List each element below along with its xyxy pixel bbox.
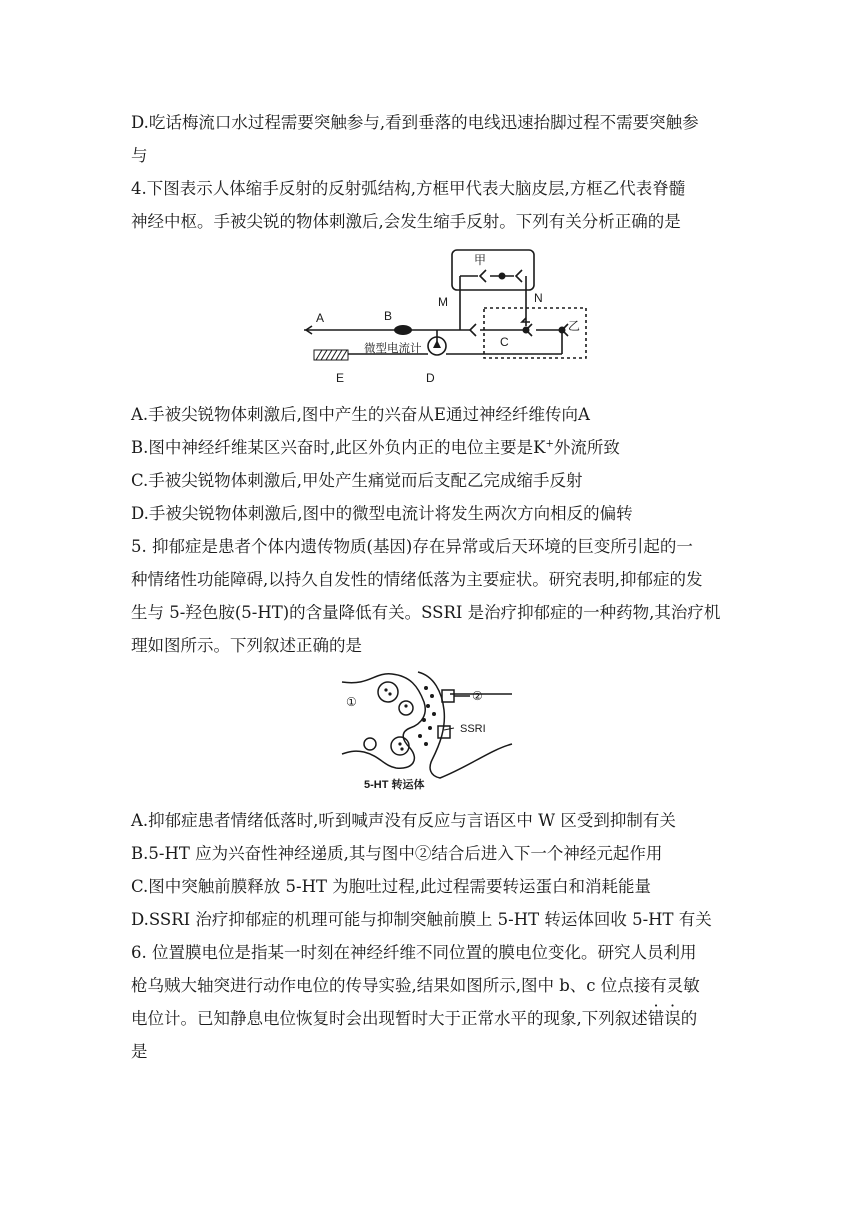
question-6-stem-cont3: 是 [131, 1042, 148, 1061]
question-5-stem-cont1: 种情绪性功能障碍,以持久自发性的情绪低落为主要症状。研究表明,抑郁症的发 [131, 570, 703, 589]
label-jia: 甲 [474, 253, 487, 267]
question-4-stem-cont: 神经中枢。手被尖锐的物体刺激后,会发生缩手反射。下列有关分析正确的是 [131, 212, 681, 231]
question-6-stem-cont2: 电位计。已知静息电位恢复时会出现暂时大于正常水平的现象,下列叙述错误的 [131, 1009, 698, 1028]
label-e: E [336, 371, 345, 385]
label-circle-2: ② [472, 689, 483, 703]
emphasis-char-2: 误 [664, 1009, 681, 1028]
option-d-prev-question-cont: 与 [131, 146, 148, 165]
question-5-stem: 5. 抑郁症是患者个体内遗传物质(基因)存在异常或后天环境的巨变所引起的一 [131, 537, 693, 556]
label-c: C [500, 335, 509, 349]
effector-e [314, 350, 348, 360]
label-b: B [384, 309, 393, 323]
label-m: M [438, 295, 448, 309]
label-ssri: SSRI [460, 723, 486, 735]
question-5-option-d: D.SSRI 治疗抑郁症的机理可能与抑制突触前膜上 5-HT 转运体回收 5-HT 有关 [131, 910, 712, 929]
label-n: N [534, 291, 543, 305]
question-5-option-b: B.5-HT 应为兴奋性神经递质,其与图中②结合后进入下一个神经元起作用 [131, 844, 663, 863]
label-a: A [316, 311, 325, 325]
emphasis-char-1: 错 [647, 1009, 665, 1028]
reflex-arc-figure [300, 246, 600, 388]
synapse-figure [340, 666, 516, 794]
question-4-option-a: A.手被尖锐物体刺激后,图中产生的兴奋从E通过神经纤维传向A [131, 405, 590, 424]
box-yi [484, 308, 586, 358]
label-meter: 微型电流计 [364, 343, 422, 355]
question-4-option-b: B.图中神经纤维某区兴奋时,此区外负内正的电位主要是K+外流所致 [131, 438, 620, 457]
question-5-stem-cont3: 理如图所示。下列叙述正确的是 [131, 636, 362, 655]
label-d: D [426, 371, 435, 385]
question-5-stem-cont2: 生与 5-羟色胺(5-HT)的含量降低有关。SSRI 是治疗抑郁症的一种药物,其治疗机 [131, 603, 721, 622]
question-4-stem: 4.下图表示人体缩手反射的反射弧结构,方框甲代表大脑皮层,方框乙代表脊髓 [131, 179, 686, 198]
question-6-stem-cont1: 枪乌贼大轴突进行动作电位的传导实验,结果如图所示,图中 b、c 位点接有灵敏 [131, 976, 700, 995]
label-yi: 乙 [568, 319, 581, 333]
question-5-option-c: C.图中突触前膜释放 5-HT 为胞吐过程,此过程需要转运蛋白和消耗能量 [131, 877, 651, 896]
label-circle-1: ① [346, 695, 357, 709]
question-4-option-d: D.手被尖锐物体刺激后,图中的微型电流计将发生两次方向相反的偏转 [131, 504, 633, 523]
question-5-option-a: A.抑郁症患者情绪低落时,听到喊声没有反应与言语区中 W 区受到抑制有关 [131, 811, 676, 830]
question-4-option-c: C.手被尖锐物体刺激后,甲处产生痛觉而后支配乙完成缩手反射 [131, 471, 583, 490]
label-transporter: 5-HT 转运体 [364, 779, 425, 791]
question-6-stem: 6. 位置膜电位是指某一时刻在神经纤维不同位置的膜电位变化。研究人员利用 [131, 943, 697, 962]
option-d-prev-question: D.吃话梅流口水过程需要突触参与,看到垂落的电线迅速抬脚过程不需要突触参 [131, 113, 699, 132]
